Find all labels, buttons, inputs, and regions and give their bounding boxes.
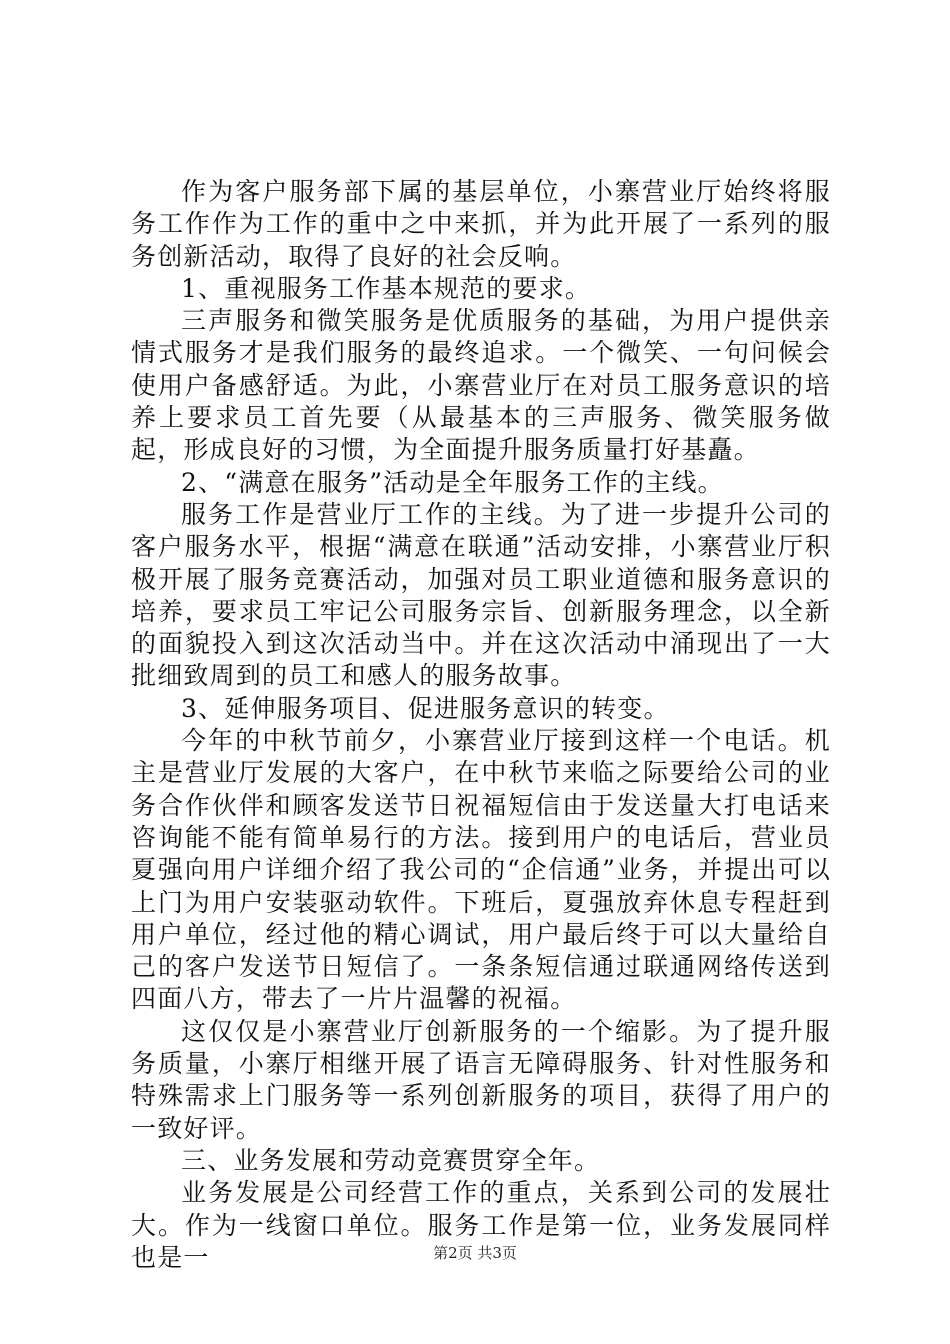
paragraph-intro: 作为客户服务部下属的基层单位，小寨营业厅始终将服务工作作为工作的重中之中来抓，并为此开展了一系列的服务创新活动，取得了良好的社会反响。: [131, 177, 831, 271]
document-body: [131, 176, 831, 1274]
heading-service-standards: 1、重视服务工作基本规范的要求。: [181, 273, 592, 303]
page-number-footer: 第2页 共3页: [433, 1244, 517, 1262]
paragraph-business-development: 业务发展是公司经营工作的重点，关系到公司的发展壮大。作为一线窗口单位。服务工作是第一位，业务发展同样也是一: [131, 1178, 831, 1272]
heading-satisfaction-activity: 2、“满意在服务”活动是全年服务工作的主线。: [181, 467, 724, 497]
heading-extend-services: 3、延伸服务项目、促进服务意识的转变。: [181, 693, 670, 723]
paragraph-satisfaction-activity: 服务工作是营业厅工作的主线。为了进一步提升公司的客户服务水平，根据“满意在联通”活动安排，小寨营业厅积极开展了服务竞赛活动，加强对员工职业道德和服务意识的培养，要求员工牢记公司服务宗旨、创新服务理念，以全新的面貌投入到这次活动当中。并在这次活动中涌现出了一大批细致周到的员工和感人的服务故事。: [131, 499, 831, 691]
heading-business-development: 三、业务发展和劳动竞赛贯穿全年。: [181, 1145, 601, 1175]
paragraph-innovation-summary: 这仅仅是小寨营业厅创新服务的一个缩影。为了提升服务质量，小寨厅相继开展了语言无障碍服务、针对性服务和特殊需求上门服务等一系列创新服务的项目，获得了用户的一致好评。: [131, 1016, 831, 1143]
paragraph-mid-autumn-story: 今年的中秋节前夕，小寨营业厅接到这样一个电话。机主是营业厅发展的大客户，在中秋节来临之际要给公司的业务合作伙伴和顾客发送节日祝福短信由于发送量大打电话来咨询能不能有简单易行的方法。接到用户的电话后，营业员夏强向用户详细介绍了我公司的“企信通”业务，并提出可以上门为用户安装驱动软件。下班后，夏强放弃休息专程赶到用户单位，经过他的精心调试，用户最后终于可以大量给自己的客户发送节日短信了。一条条短信通过联通网络传送到四面八方，带去了一片片温馨的祝福。: [131, 726, 831, 1014]
paragraph-service-standards: 三声服务和微笑服务是优质服务的基础，为用户提供亲情式服务才是我们服务的最终追求。一个微笑、一句问候会使用户备感舒适。为此，小寨营业厅在对员工服务意识的培养上要求员工首先要（从最基本的三声服务、微笑服务做起，形成良好的习惯，为全面提升服务质量打好基矗。: [131, 306, 831, 465]
